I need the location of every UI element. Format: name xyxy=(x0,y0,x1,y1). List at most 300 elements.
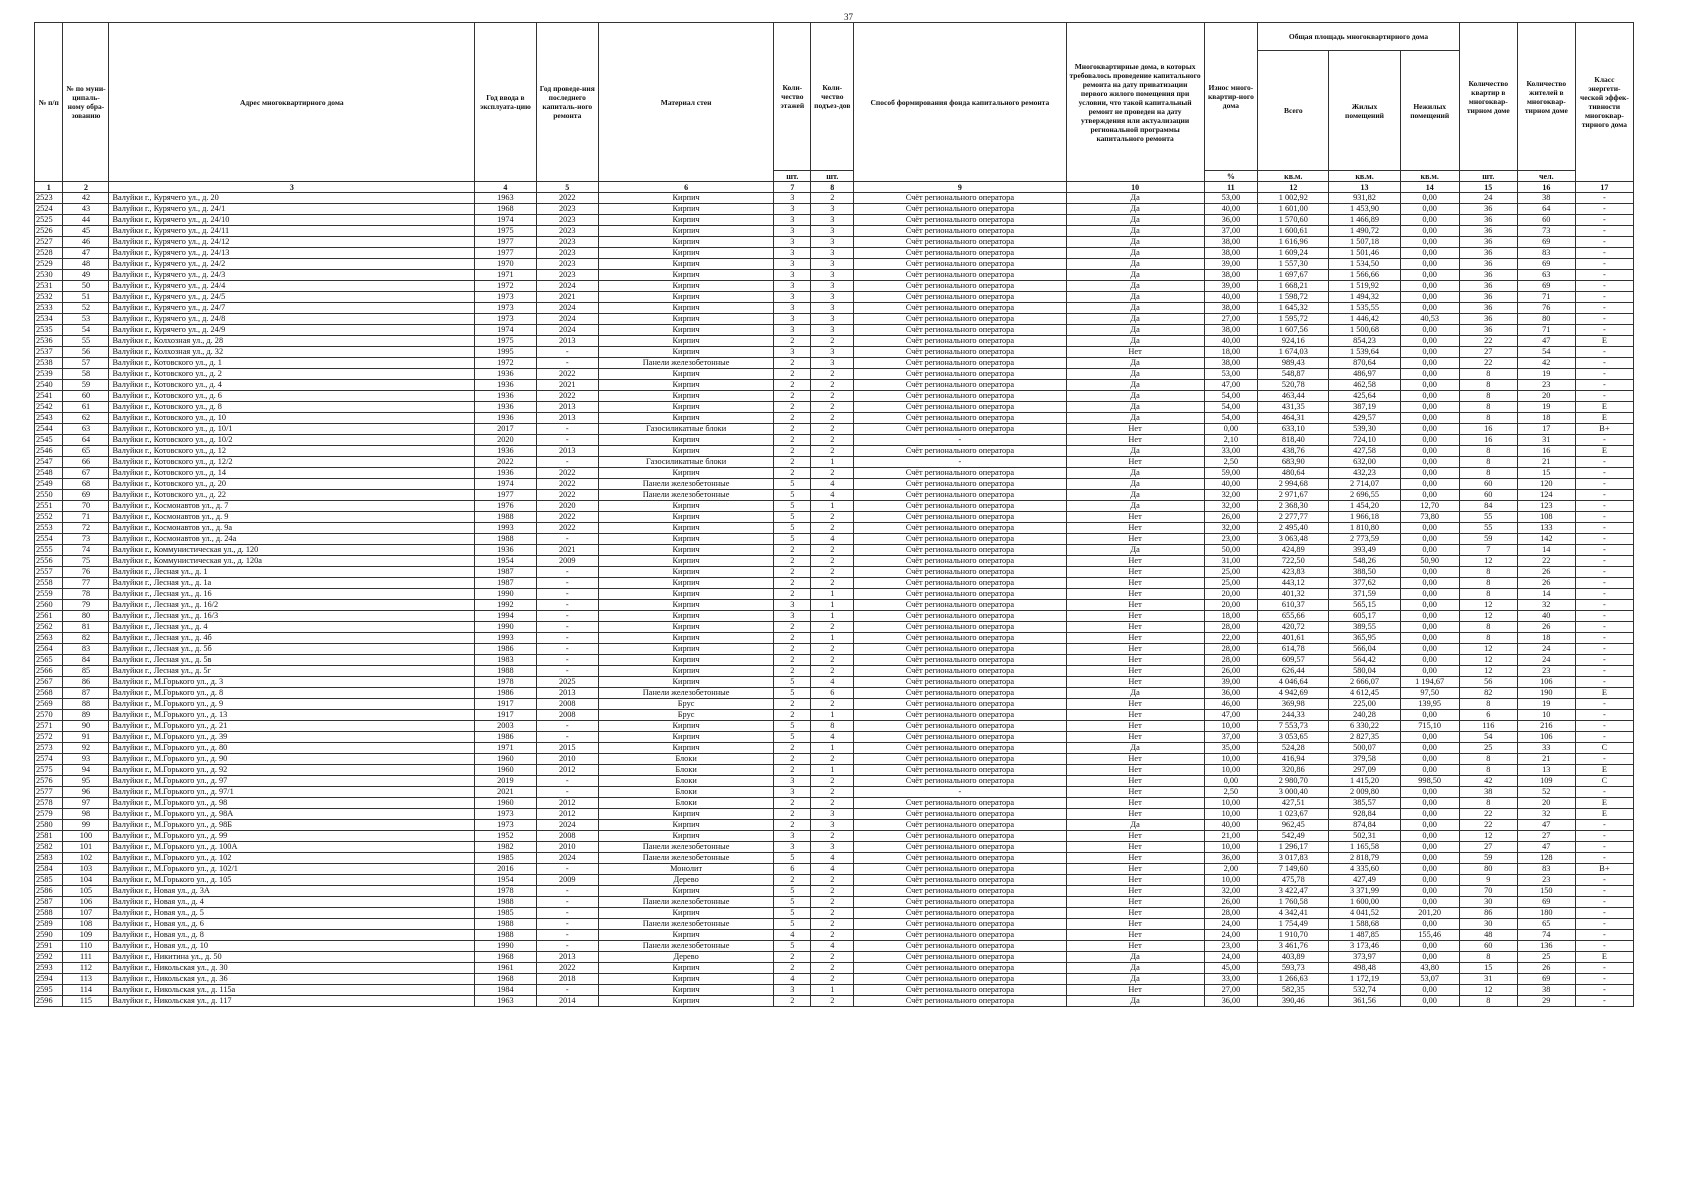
table-cell: Панели железобетонные xyxy=(598,941,773,952)
table-cell: 2550 xyxy=(35,490,63,501)
table-cell: 438,76 xyxy=(1258,446,1329,457)
table-cell: Счёт регионального оператора xyxy=(854,908,1066,919)
table-cell: 142 xyxy=(1517,534,1575,545)
table-cell: Е xyxy=(1575,952,1633,963)
table-cell: 190 xyxy=(1517,688,1575,699)
table-cell: Валуйки г., М.Горького ул., д. 39 xyxy=(109,732,475,743)
table-row xyxy=(35,732,1634,743)
table-cell: 0,00 xyxy=(1400,435,1459,446)
table-cell: 393,49 xyxy=(1329,545,1400,556)
table-cell: Кирпич xyxy=(598,908,773,919)
table-cell: Кирпич xyxy=(598,567,773,578)
table-cell: 3 xyxy=(811,215,854,226)
table-cell: 69 xyxy=(1517,897,1575,908)
table-cell: 1936 xyxy=(475,468,536,479)
table-cell: 1 760,58 xyxy=(1258,897,1329,908)
table-cell: 2,00 xyxy=(1204,864,1258,875)
table-cell: 2022 xyxy=(536,512,598,523)
table-cell: Счёт регионального оператора xyxy=(854,853,1066,864)
table-cell: Кирпич xyxy=(598,446,773,457)
table-cell: 62 xyxy=(63,413,109,424)
table-cell: 424,89 xyxy=(1258,545,1329,556)
table-cell: 2590 xyxy=(35,930,63,941)
table-cell: 2532 xyxy=(35,292,63,303)
table-cell: 2578 xyxy=(35,798,63,809)
table-cell: 1 601,00 xyxy=(1258,204,1329,215)
table-row xyxy=(35,193,1634,204)
table-cell: 3 xyxy=(774,787,811,798)
table-cell: 18 xyxy=(1517,413,1575,424)
table-cell: 2013 xyxy=(536,402,598,413)
table-cell: 44 xyxy=(63,215,109,226)
table-cell: Счёт регионального оператора xyxy=(854,710,1066,721)
table-cell: 54 xyxy=(1517,347,1575,358)
table-cell: 420,72 xyxy=(1258,622,1329,633)
table-cell: 0,00 xyxy=(1400,457,1459,468)
table-cell: 28,00 xyxy=(1204,622,1258,633)
table-cell: 2008 xyxy=(536,831,598,842)
table-cell: Кирпич xyxy=(598,809,773,820)
table-cell: - xyxy=(536,611,598,622)
table-cell: Нет xyxy=(1066,776,1204,787)
table-row xyxy=(35,776,1634,787)
table-cell: 50,90 xyxy=(1400,556,1459,567)
column-number: 10 xyxy=(1066,182,1204,193)
table-cell: 47 xyxy=(63,248,109,259)
table-cell: Нет xyxy=(1066,622,1204,633)
table-cell: Валуйки г., М.Горького ул., д. 102 xyxy=(109,853,475,864)
table-cell: - xyxy=(1575,787,1633,798)
table-cell: Да xyxy=(1066,996,1204,1007)
table-cell: Нет xyxy=(1066,787,1204,798)
table-cell: 2570 xyxy=(35,710,63,721)
table-cell: 2 773,59 xyxy=(1329,534,1400,545)
table-cell: 2013 xyxy=(536,446,598,457)
table-cell: 2554 xyxy=(35,534,63,545)
table-cell: 1993 xyxy=(475,633,536,644)
table-row xyxy=(35,380,1634,391)
table-cell: Да xyxy=(1066,413,1204,424)
table-cell: 24 xyxy=(1517,644,1575,655)
table-cell: - xyxy=(1575,820,1633,831)
table-cell: 8 xyxy=(1459,633,1517,644)
table-cell: 1988 xyxy=(475,512,536,523)
table-row xyxy=(35,248,1634,259)
table-cell: 1987 xyxy=(475,567,536,578)
table-cell: 124 xyxy=(1517,490,1575,501)
table-cell: 1 500,68 xyxy=(1329,325,1400,336)
table-cell: 2023 xyxy=(536,237,598,248)
table-cell: Валуйки г., Котовского ул., д. 10 xyxy=(109,413,475,424)
table-cell: - xyxy=(1575,853,1633,864)
table-cell: 5 xyxy=(774,490,811,501)
table-cell: - xyxy=(1575,644,1633,655)
table-cell: 432,23 xyxy=(1329,468,1400,479)
table-cell: 2 xyxy=(811,908,854,919)
table-cell: - xyxy=(854,435,1066,446)
table-cell: 25,00 xyxy=(1204,578,1258,589)
table-cell: 1977 xyxy=(475,490,536,501)
table-cell: 2 xyxy=(774,798,811,809)
table-cell: Газосиликатные блоки xyxy=(598,457,773,468)
table-cell: Кирпич xyxy=(598,281,773,292)
table-cell: Кирпич xyxy=(598,578,773,589)
table-cell: 2593 xyxy=(35,963,63,974)
table-cell: 15 xyxy=(1459,963,1517,974)
table-cell: 0,00 xyxy=(1400,303,1459,314)
table-cell: 33,00 xyxy=(1204,974,1258,985)
table-row xyxy=(35,974,1634,985)
table-cell: 369,98 xyxy=(1258,699,1329,710)
table-cell: 40,00 xyxy=(1204,292,1258,303)
table-cell: 73 xyxy=(1517,226,1575,237)
table-cell: Нет xyxy=(1066,699,1204,710)
table-row xyxy=(35,930,1634,941)
table-cell: 64 xyxy=(1517,204,1575,215)
table-cell: 0,00 xyxy=(1400,831,1459,842)
table-cell: Нет xyxy=(1066,765,1204,776)
table-cell: Да xyxy=(1066,490,1204,501)
table-cell: 2 xyxy=(774,655,811,666)
table-cell: 107 xyxy=(63,908,109,919)
table-cell: 3 000,40 xyxy=(1258,787,1329,798)
table-cell: 80 xyxy=(63,611,109,622)
table-cell: 1992 xyxy=(475,600,536,611)
table-cell: 54 xyxy=(63,325,109,336)
table-cell: 120 xyxy=(1517,479,1575,490)
table-cell: - xyxy=(1575,600,1633,611)
table-cell: 2013 xyxy=(536,688,598,699)
table-cell: 429,57 xyxy=(1329,413,1400,424)
table-cell: 2 xyxy=(811,875,854,886)
table-cell: Блоки xyxy=(598,776,773,787)
table-cell: Нет xyxy=(1066,457,1204,468)
unit-floors: шт. xyxy=(774,171,811,182)
table-cell: 0,00 xyxy=(1400,600,1459,611)
table-cell: 4 xyxy=(774,974,811,985)
table-cell: 1 266,63 xyxy=(1258,974,1329,985)
table-cell: Нет xyxy=(1066,347,1204,358)
table-cell: 2023 xyxy=(536,259,598,270)
table-cell: 3 xyxy=(774,226,811,237)
table-cell: 2 xyxy=(811,754,854,765)
table-cell: 55 xyxy=(1459,523,1517,534)
table-cell: 10,00 xyxy=(1204,809,1258,820)
table-cell: 13 xyxy=(1517,765,1575,776)
table-cell: 2 495,40 xyxy=(1258,523,1329,534)
table-cell: - xyxy=(1575,259,1633,270)
column-number: 4 xyxy=(475,182,536,193)
table-cell: 47,00 xyxy=(1204,710,1258,721)
table-cell: 2581 xyxy=(35,831,63,842)
table-cell: 3 xyxy=(774,215,811,226)
table-cell: 3 053,65 xyxy=(1258,732,1329,743)
table-cell: 15 xyxy=(1517,468,1575,479)
table-cell: 69 xyxy=(1517,974,1575,985)
table-cell: - xyxy=(1575,974,1633,985)
table-cell: Кирпич xyxy=(598,248,773,259)
table-cell: 54,00 xyxy=(1204,402,1258,413)
table-cell: Счёт регионального оператора xyxy=(854,193,1066,204)
table-cell: 10,00 xyxy=(1204,875,1258,886)
table-cell: 36 xyxy=(1459,292,1517,303)
table-cell: Панели железобетонные xyxy=(598,688,773,699)
table-cell: 431,35 xyxy=(1258,402,1329,413)
table-cell: 2 xyxy=(774,424,811,435)
table-cell: Валуйки г., Лесная ул., д. 16/2 xyxy=(109,600,475,611)
unit-wear: % xyxy=(1204,171,1258,182)
table-cell: Валуйки г., Котовского ул., д. 12/2 xyxy=(109,457,475,468)
table-cell: - xyxy=(1575,842,1633,853)
table-cell: - xyxy=(1575,545,1633,556)
table-cell: Валуйки г., Лесная ул., д. 5г xyxy=(109,666,475,677)
table-cell: 98 xyxy=(63,809,109,820)
table-cell: 2533 xyxy=(35,303,63,314)
table-cell: 22 xyxy=(1459,820,1517,831)
table-cell: 2 368,30 xyxy=(1258,501,1329,512)
table-cell: Валуйки г., Курячего ул., д. 24/2 xyxy=(109,259,475,270)
table-cell: 1 600,61 xyxy=(1258,226,1329,237)
table-cell: 37,00 xyxy=(1204,226,1258,237)
table-cell: 498,48 xyxy=(1329,963,1400,974)
header-repair-needed: Многоквартирные дома, в которых требовалось проведение капитального ремонта на дату приватизации первого жилого помещения при условии, что такой капитальный ремонт не проведен на дату утверждения или актуализации региональной программы капитального ремонта xyxy=(1066,23,1204,182)
table-cell: 2525 xyxy=(35,215,63,226)
table-cell: 3 xyxy=(811,204,854,215)
table-cell: 2015 xyxy=(536,743,598,754)
table-cell: 8 xyxy=(1459,798,1517,809)
table-cell: 0,00 xyxy=(1400,490,1459,501)
table-cell: 36 xyxy=(1459,303,1517,314)
table-row xyxy=(35,237,1634,248)
table-cell: - xyxy=(536,567,598,578)
table-cell: 43,80 xyxy=(1400,963,1459,974)
table-cell: Панели железобетонные xyxy=(598,842,773,853)
table-cell: 33 xyxy=(1517,743,1575,754)
table-cell: Кирпич xyxy=(598,886,773,897)
table-cell: 3 xyxy=(774,259,811,270)
table-cell: Валуйки г., Новая ул., д. 8 xyxy=(109,930,475,941)
table-cell: 1986 xyxy=(475,688,536,699)
table-cell: 53 xyxy=(63,314,109,325)
table-cell: 1961 xyxy=(475,963,536,974)
table-cell: 1973 xyxy=(475,820,536,831)
table-cell: 39,00 xyxy=(1204,259,1258,270)
table-cell: - xyxy=(536,985,598,996)
table-cell: Нет xyxy=(1066,809,1204,820)
table-cell: Газосиликатные блоки xyxy=(598,424,773,435)
table-cell: 93 xyxy=(63,754,109,765)
table-cell: 40,00 xyxy=(1204,820,1258,831)
table-cell: 1963 xyxy=(475,193,536,204)
table-cell: 23 xyxy=(1517,875,1575,886)
table-cell: Счёт регионального оператора xyxy=(854,567,1066,578)
table-cell: - xyxy=(1575,710,1633,721)
table-cell: Счёт регионального оператора xyxy=(854,325,1066,336)
table-cell: Кирпич xyxy=(598,512,773,523)
table-cell: Кирпич xyxy=(598,435,773,446)
table-row xyxy=(35,644,1634,655)
column-number-row xyxy=(35,182,1634,193)
table-cell: 2 xyxy=(811,512,854,523)
table-cell: 1994 xyxy=(475,611,536,622)
table-cell: 8 xyxy=(1459,765,1517,776)
table-cell: 10 xyxy=(1517,710,1575,721)
table-cell: 1973 xyxy=(475,809,536,820)
table-cell: 1970 xyxy=(475,259,536,270)
table-cell: 722,50 xyxy=(1258,556,1329,567)
table-cell: 870,64 xyxy=(1329,358,1400,369)
table-cell: 24,00 xyxy=(1204,919,1258,930)
table-cell: Счёт регионального оператора xyxy=(854,270,1066,281)
table-cell: Валуйки г., Котовского ул., д. 20 xyxy=(109,479,475,490)
table-cell: Счёт регионального оператора xyxy=(854,809,1066,820)
table-cell: Кирпич xyxy=(598,743,773,754)
table-cell: 2013 xyxy=(536,413,598,424)
table-cell: 84 xyxy=(63,655,109,666)
table-cell: - xyxy=(1575,380,1633,391)
table-cell: 225,00 xyxy=(1329,699,1400,710)
table-cell: 2551 xyxy=(35,501,63,512)
table-cell: Е xyxy=(1575,809,1633,820)
table-cell: 1936 xyxy=(475,369,536,380)
table-row xyxy=(35,611,1634,622)
table-cell: Валуйки г., М.Горького ул., д. 98Б xyxy=(109,820,475,831)
table-row xyxy=(35,633,1634,644)
table-cell: 1973 xyxy=(475,292,536,303)
table-cell: 2017 xyxy=(475,424,536,435)
table-cell: 0,00 xyxy=(1400,820,1459,831)
table-cell: Да xyxy=(1066,545,1204,556)
table-cell: 2560 xyxy=(35,600,63,611)
table-cell: 1 466,89 xyxy=(1329,215,1400,226)
table-cell: 1 616,96 xyxy=(1258,237,1329,248)
table-cell: 64 xyxy=(63,435,109,446)
table-cell: 65 xyxy=(1517,919,1575,930)
table-cell: 2567 xyxy=(35,677,63,688)
table-cell: 4 xyxy=(774,930,811,941)
table-cell: Нет xyxy=(1066,941,1204,952)
table-cell: Валуйки г., Никольская ул., д. 36 xyxy=(109,974,475,985)
table-cell: Счёт регионального оператора xyxy=(854,831,1066,842)
table-cell: Счёт регионального оператора xyxy=(854,380,1066,391)
table-cell: 2575 xyxy=(35,765,63,776)
header-floors: Коли-чество этажей xyxy=(774,23,811,171)
table-cell: 1936 xyxy=(475,545,536,556)
table-cell: Валуйки г., Колхозная ул., д. 28 xyxy=(109,336,475,347)
table-cell: Валуйки г., Котовского ул., д. 22 xyxy=(109,490,475,501)
table-cell: - xyxy=(536,457,598,468)
table-cell: 84 xyxy=(1459,501,1517,512)
table-cell: Нет xyxy=(1066,655,1204,666)
table-cell: 1990 xyxy=(475,941,536,952)
table-cell: 27,00 xyxy=(1204,985,1258,996)
table-cell: 2584 xyxy=(35,864,63,875)
table-cell: Нет xyxy=(1066,721,1204,732)
table-cell: 106 xyxy=(1517,732,1575,743)
table-row xyxy=(35,589,1634,600)
table-cell: 475,78 xyxy=(1258,875,1329,886)
table-cell: 26 xyxy=(1517,567,1575,578)
table-cell: 1983 xyxy=(475,655,536,666)
table-cell: 2540 xyxy=(35,380,63,391)
table-cell: 1917 xyxy=(475,710,536,721)
table-cell: 18,00 xyxy=(1204,611,1258,622)
table-cell: 0,00 xyxy=(1400,732,1459,743)
table-cell: 1977 xyxy=(475,248,536,259)
table-cell: 49 xyxy=(63,270,109,281)
table-cell: 2552 xyxy=(35,512,63,523)
table-cell: 52 xyxy=(63,303,109,314)
table-cell: 40,00 xyxy=(1204,204,1258,215)
table-cell: Валуйки г., Никитина ул., д. 50 xyxy=(109,952,475,963)
table-cell: 928,84 xyxy=(1329,809,1400,820)
table-cell: 92 xyxy=(63,743,109,754)
table-cell: 54,00 xyxy=(1204,391,1258,402)
table-row xyxy=(35,468,1634,479)
table-cell: Счёт регионального оператора xyxy=(854,820,1066,831)
table-cell: 1 535,55 xyxy=(1329,303,1400,314)
table-row xyxy=(35,996,1634,1007)
table-cell: 989,43 xyxy=(1258,358,1329,369)
table-cell: 1 172,19 xyxy=(1329,974,1400,985)
table-cell: 12,70 xyxy=(1400,501,1459,512)
table-cell: Счёт регионального оператора xyxy=(854,292,1066,303)
table-row xyxy=(35,270,1634,281)
table-cell: 0,00 xyxy=(1400,567,1459,578)
table-cell: 8 xyxy=(1459,402,1517,413)
table-cell: Да xyxy=(1066,248,1204,259)
table-cell: 99 xyxy=(63,820,109,831)
table-cell: 4 xyxy=(811,534,854,545)
table-cell: 427,51 xyxy=(1258,798,1329,809)
table-cell: 2022 xyxy=(536,193,598,204)
table-cell: 12 xyxy=(1459,600,1517,611)
table-row xyxy=(35,314,1634,325)
table-cell: Панели железобетонные xyxy=(598,358,773,369)
table-cell: Счёт регионального оператора xyxy=(854,743,1066,754)
table-cell: 2024 xyxy=(536,820,598,831)
table-cell: Нет xyxy=(1066,611,1204,622)
header-material: Материал стен xyxy=(598,23,773,182)
table-cell: 2541 xyxy=(35,391,63,402)
table-cell: Нет xyxy=(1066,864,1204,875)
table-row xyxy=(35,765,1634,776)
table-row xyxy=(35,358,1634,369)
column-number: 8 xyxy=(811,182,854,193)
table-cell: 4 xyxy=(811,479,854,490)
table-cell: 6 xyxy=(774,864,811,875)
table-cell: 0,00 xyxy=(1400,578,1459,589)
table-cell: 82 xyxy=(63,633,109,644)
table-cell: 38 xyxy=(1459,787,1517,798)
table-cell: 24 xyxy=(1459,193,1517,204)
table-cell: 201,20 xyxy=(1400,908,1459,919)
table-cell: Дерево xyxy=(598,875,773,886)
table-cell: Счёт регионального оператора xyxy=(854,446,1066,457)
table-cell: 818,40 xyxy=(1258,435,1329,446)
table-row xyxy=(35,798,1634,809)
table-cell: Кирпич xyxy=(598,402,773,413)
table-cell: 3 xyxy=(774,237,811,248)
table-cell: - xyxy=(536,435,598,446)
table-row xyxy=(35,666,1634,677)
table-cell: Валуйки г., Котовского ул., д. 12 xyxy=(109,446,475,457)
table-cell: 1 966,18 xyxy=(1329,512,1400,523)
table-cell: 4 335,60 xyxy=(1329,864,1400,875)
table-cell: 2535 xyxy=(35,325,63,336)
table-cell: 38,00 xyxy=(1204,325,1258,336)
table-cell: 1936 xyxy=(475,413,536,424)
